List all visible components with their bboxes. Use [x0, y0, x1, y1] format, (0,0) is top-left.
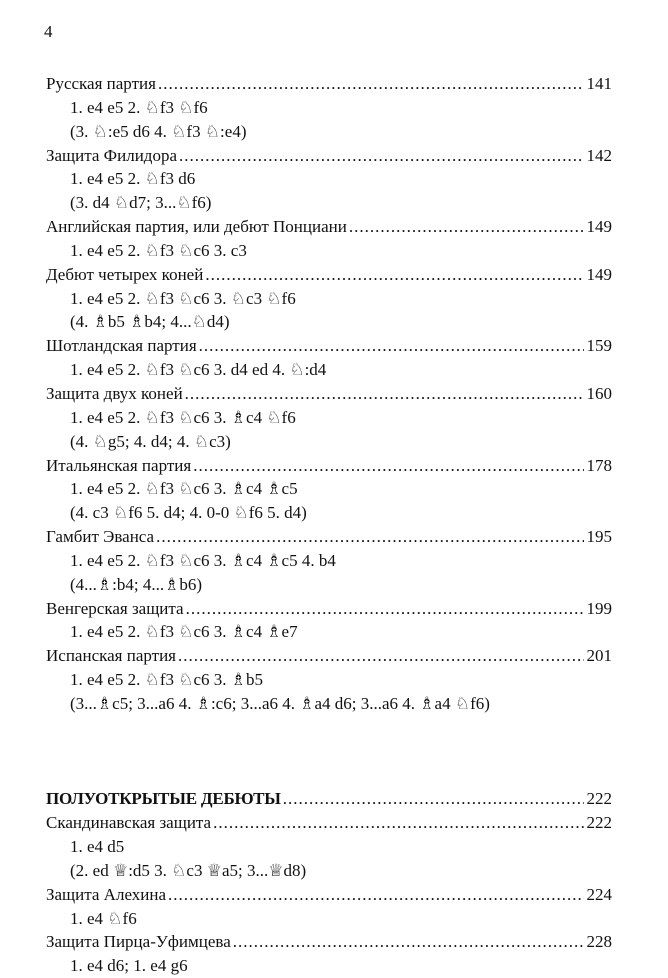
- toc-entry-title: Защита Пирца-Уфимцева: [46, 932, 231, 952]
- toc-entry[interactable]: [46, 525, 612, 549]
- dot-leader: [349, 215, 584, 239]
- dot-leader: [193, 454, 583, 478]
- toc-entry-page: 149: [586, 264, 612, 284]
- toc-section-heading[interactable]: [46, 787, 612, 811]
- dot-leader: [168, 883, 583, 907]
- toc-entry-page: 159: [586, 336, 612, 356]
- toc-entry-page: 141: [586, 74, 612, 93]
- moves-line: (2. ed ♕:d5 3. ♘c3 ♕a5; 3...♕d8): [70, 860, 307, 880]
- toc-entry-page: 222: [586, 813, 612, 833]
- toc-entry[interactable]: [46, 930, 612, 954]
- moves-line: 1. e4 e5 2. ♘f3 ♘c6 3. ♗c4 ♗c5: [70, 479, 298, 499]
- toc-entry-page: 195: [586, 527, 612, 547]
- toc-entry-title: Венгерская защита: [46, 598, 184, 618]
- section-title: ПОЛУОТКРЫТЫЕ ДЕБЮТЫ: [46, 789, 281, 809]
- toc-entry[interactable]: [46, 334, 612, 358]
- page-number: 4: [44, 22, 53, 41]
- moves-line: (4...♗:b4; 4...♗b6): [70, 574, 202, 594]
- moves-line: 1. e4 ♘f6: [70, 908, 137, 928]
- toc-entry-page: 142: [586, 145, 612, 165]
- toc-entry-title: Гамбит Эванса: [46, 527, 155, 547]
- moves-line: (4. ♗b5 ♗b4; 4...♘d4): [70, 312, 230, 332]
- toc-entry[interactable]: [46, 811, 612, 835]
- toc-entry-title: Защита двух коней: [46, 383, 183, 403]
- toc-entry[interactable]: [46, 454, 612, 478]
- toc-entry-title: Дебют четырех коней: [46, 264, 204, 284]
- moves-line: (4. c3 ♘f6 5. d4; 4. 0-0 ♘f6 5. d4): [70, 503, 307, 523]
- moves-line: (3. ♘:e5 d6 4. ♘f3 ♘:e4): [70, 121, 247, 141]
- toc-entry-page: 201: [586, 646, 612, 666]
- section-page: 222: [586, 789, 612, 809]
- moves-line: 1. e4 e5 2. ♘f3 ♘f6: [70, 97, 208, 117]
- toc-entry-page: 160: [586, 383, 612, 403]
- dot-leader: [199, 334, 584, 358]
- toc-entry-title: Итальянская партия: [46, 455, 192, 475]
- moves-line: 1. e4 e5 2. ♘f3 d6: [70, 169, 196, 189]
- dot-leader: [205, 263, 583, 287]
- toc-entry-page: 199: [586, 598, 612, 618]
- dot-leader: [179, 144, 584, 168]
- toc-entry-page: 228: [586, 932, 612, 952]
- toc-entry[interactable]: [46, 382, 612, 406]
- moves-line: 1. e4 e5 2. ♘f3 ♘c6 3. c3: [70, 240, 247, 260]
- dot-leader: [178, 644, 584, 668]
- section-spacer: [46, 716, 612, 788]
- dot-leader: [283, 787, 584, 811]
- toc-entry-page: 178: [586, 455, 612, 475]
- toc-entry[interactable]: [46, 883, 612, 907]
- toc-entry-title: Защита Алехина: [46, 884, 167, 904]
- moves-line: 1. e4 e5 2. ♘f3 ♘c6 3. ♗c4 ♗c5 4. b4: [70, 550, 336, 570]
- toc-entry-title: Защита Филидора: [46, 145, 177, 165]
- dot-leader: [185, 382, 584, 406]
- moves-line: (4. ♘g5; 4. d4; 4. ♘c3): [70, 431, 231, 451]
- moves-line: (3. d4 ♘d7; 3...♘f6): [70, 193, 212, 213]
- moves-line: (3...♗c5; 3...a6 4. ♗:c6; 3...a6 4. ♗a4 d6; 3...a6 4. ♗a4 ♘f6): [70, 693, 490, 713]
- dot-leader: [213, 811, 583, 835]
- moves-line: 1. e4 e5 2. ♘f3 ♘c6 3. ♗b5: [70, 670, 264, 690]
- toc-entry-title: Испанская партия: [46, 646, 176, 666]
- toc-entry-title: Скандинавская защита: [46, 813, 212, 833]
- dot-leader: [156, 525, 583, 549]
- dot-leader: [158, 72, 584, 96]
- moves-line: 1. e4 e5 2. ♘f3 ♘c6 3. d4 ed 4. ♘:d4: [70, 360, 327, 380]
- toc-entry[interactable]: [46, 72, 612, 96]
- moves-line: 1. e4 d5: [70, 837, 125, 857]
- toc-entry[interactable]: [46, 644, 612, 668]
- toc-entry[interactable]: [46, 263, 612, 287]
- dot-leader: [233, 930, 584, 954]
- moves-line: 1. e4 e5 2. ♘f3 ♘c6 3. ♗c4 ♗e7: [70, 622, 298, 642]
- dot-leader: [186, 597, 584, 621]
- toc-entry-page: 149: [586, 217, 612, 237]
- toc-entry[interactable]: [46, 144, 612, 168]
- toc-entry[interactable]: [46, 215, 612, 239]
- moves-line: 1. e4 e5 2. ♘f3 ♘c6 3. ♘c3 ♘f6: [70, 288, 296, 308]
- toc-entry[interactable]: [46, 597, 612, 621]
- toc-entry-title: Английская партия, или дебют Понциани: [46, 217, 347, 237]
- moves-line: 1. e4 e5 2. ♘f3 ♘c6 3. ♗c4 ♘f6: [70, 407, 296, 427]
- moves-line: 1. e4 d6; 1. e4 g6: [70, 956, 188, 976]
- toc-entry-page: 224: [586, 884, 612, 904]
- toc-entry-title: Русская партия: [46, 74, 156, 93]
- toc-entry-title: Шотландская партия: [46, 336, 197, 356]
- table-of-contents: [46, 72, 612, 978]
